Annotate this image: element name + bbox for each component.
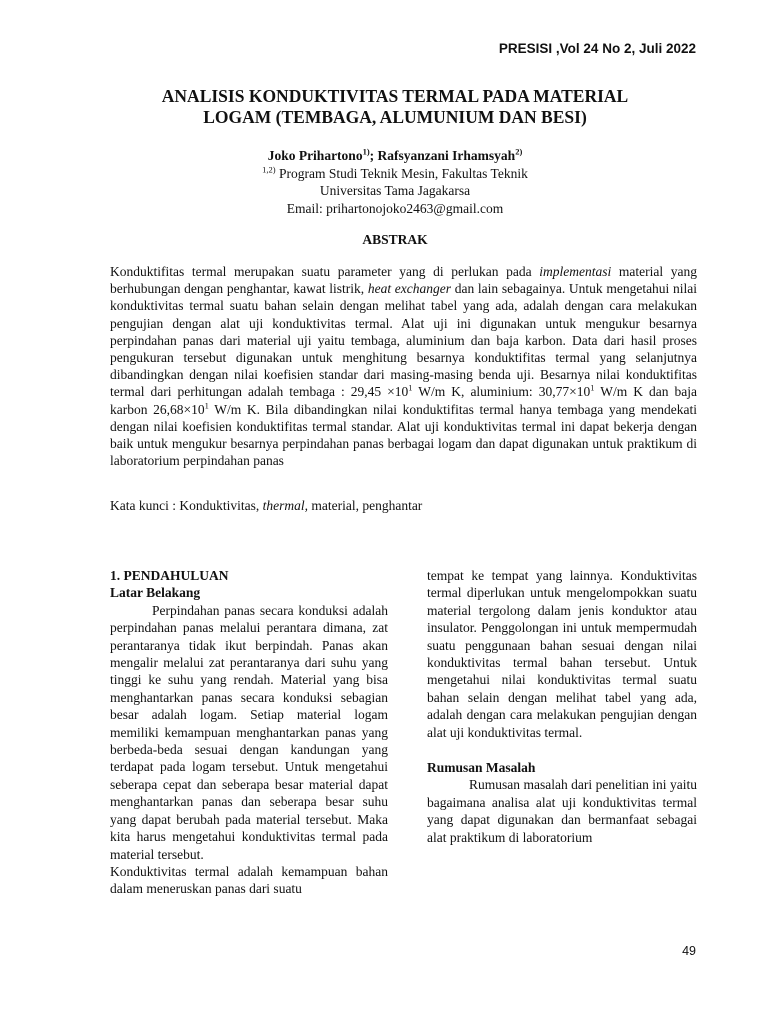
author-separator: ; (369, 148, 378, 163)
abstract-sup-1: 1 (408, 382, 413, 393)
keywords-prefix: Kata kunci : Konduktivitas, (110, 498, 263, 513)
abstract-text-5: W/m K dan baja karbon 26,68×10 (110, 384, 697, 417)
paragraph: Rumusan masalah dari penelitian ini yaitu bagaimana analisa alat uji konduktivitas termal yang dapat digunakan dan bermanfaat sebagai alat praktikum di laboratorium (427, 777, 697, 845)
university: Universitas Tama Jagakarsa (319, 183, 471, 198)
abstract-em-1: implementasi (539, 264, 612, 279)
abstract-em-2: heat exchanger (367, 281, 452, 297)
author-email: Email: prihartonojoko2463@gmail.com (286, 200, 504, 216)
author-block (120, 147, 670, 217)
section-heading: 1. PENDAHULUAN (110, 568, 229, 583)
affiliation-sup: 1,2) (262, 164, 276, 174)
spacer (427, 741, 697, 759)
affiliation-text: Program Studi Teknik Mesin, Fakultas Teknik (275, 165, 528, 181)
abstract-text-6: W/m K. Bila dibandingkan nilai konduktifitas termal hanya tembaga yang mendekati dengan nilai koefisien konduktifitas termal standar. Alat uji konduktivitas termal ini dapat bekerja dengan baik untuk mengukur besarnya perpindahan panas berbagai logam dan dapat digunakan untuk praktikum di laboratorium perpindahan panas (110, 401, 697, 469)
paragraph: Konduktivitas termal adalah kemampuan bahan dalam meneruskan panas dari suatu (110, 863, 388, 897)
title-line-1: ANALISIS KONDUKTIVITAS TERMAL PADA MATERIAL (161, 86, 629, 106)
affiliation (120, 165, 670, 183)
paragraph: tempat ke tempat yang lainnya. Konduktivitas termal diperlukan untuk mengelompokkan suatu material tergolong dalam jenis konduktor atau insulator. Penggolongan ini untuk mempermudah suatu penggunaan bahan sesuai dengan nilai konduktivitas termal bahan tersebut. Untuk mengetahui nilai konduktivitas termal suatu bahan selain dengan melihat tabel yang ada, adalah dengan cara melakukan pengujian dengan alat uji konduktivitas termal. (427, 568, 697, 740)
abstract-text-2: material yang berhubungan dengan penghantar, kawat listrik, (110, 264, 697, 297)
abstract-sup-3: 1 (204, 400, 209, 411)
title-line-2: LOGAM (TEMBAGA, ALUMUNIUM DAN BESI) (203, 107, 587, 127)
author-2: Rafsyanzani Irhamsyah (377, 148, 516, 163)
left-column (110, 567, 388, 898)
abstract-text-3: dan lain sebagainya. Untuk mengetahui nilai konduktivitas termal suatu bahan selain dengan melihat tabel yang ada, adalah dengan cara melakukan pengujian dengan alat uji konduktivitas termal. Alat uji ini digunakan untuk mengukur besarnya perpindahan panas dari material uji yaitu tembaga, aluminium dan baja karbon. Data dari hasil proses pengukuran tersebut digunakan untuk menghitung besarnya konduktifitas termal yang selanjutnya dibandingkan dengan nilai koefisien standar dari masing-masing benda uji. Besarnya nilai konduktifitas termal dari perhitungan adalah tembaga : 29,45 ×10 (110, 281, 698, 400)
subheading-rumusan-masalah: Rumusan Masalah (427, 760, 536, 776)
subheading-latar-belakang: Latar Belakang (110, 585, 201, 601)
journal-header: PRESISI ,Vol 24 No 2, Juli 2022 (498, 41, 696, 56)
right-column (427, 567, 697, 846)
abstract-heading: ABSTRAK (362, 232, 428, 247)
abstract-text-1: Konduktifitas termal merupakan suatu parameter yang di perlukan pada (110, 264, 540, 279)
author-1-sup: 1) (362, 146, 370, 157)
author-names (120, 147, 670, 165)
keywords (110, 498, 697, 514)
page-number: 49 (682, 944, 696, 958)
abstract-text-4: W/m K, aluminium: 30,77×10 (412, 384, 591, 400)
author-2-sup: 2) (515, 146, 523, 157)
author-1: Joko Prihartono (267, 148, 363, 163)
paper-title (100, 86, 690, 128)
keywords-suffix: material, penghantar (307, 498, 423, 513)
paragraph: Perpindahan panas secara konduksi adalah perpindahan panas melalui perantara dimana, zat perantaranya tidak ikut berpindah. Panas akan mengalir melalui zat perantaranya dari suhu yang tinggi ke suhu yang rendah. Material yang bisa menghantarkan panas secara konduksi sebagian besar adalah logam. Setiap material logam memiliki kemampuan menghantarkan panas yang berbeda-beda sesuai dengan kandungan yang terdapat pada logam tersebut. Untuk mengetahui seberapa cepat dan seberapa besar material dapat menghantarkan panas dan seberapa besar suhu yang dapat berubah pada material tersebut. Maka kita harus mengetahui konduktivitas termal pada material tersebut. (110, 602, 388, 862)
keywords-em: thermal, (262, 498, 308, 513)
abstract-body (110, 263, 697, 469)
abstract-sup-2: 1 (590, 382, 595, 393)
